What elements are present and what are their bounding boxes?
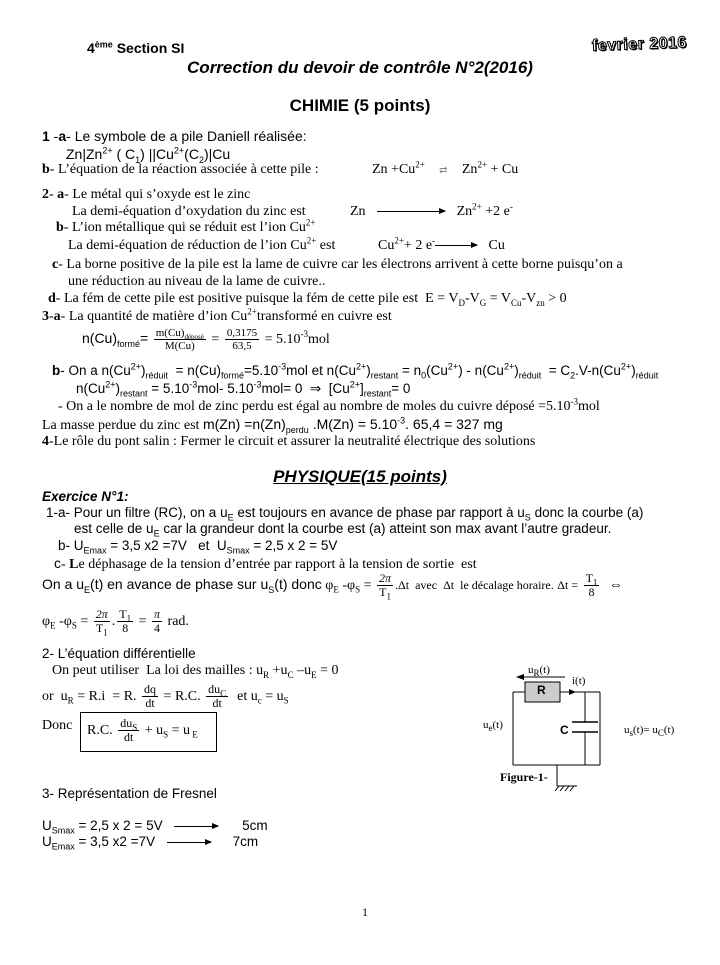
- current-arrow-head: [569, 689, 576, 695]
- p-q1a-line1: 1-a- Pour un filtre (RC), on a $u_E$ est toujours en avance de phase par rapport à $u_S$ donc la courbe (a): [46, 505, 644, 523]
- q2-title: 2- L’équation différentielle: [42, 646, 196, 661]
- page-number: 1: [362, 905, 368, 919]
- q3b-line2: $n(Cu^{2+})_{restant} = 5.10^{-3}mol-$ $5.10^{-3}mol= 0$ ⇒ $[Cu^{2+}]_{restant}= 0$: [76, 379, 411, 399]
- current-label: i(t): [572, 675, 586, 687]
- capacitor-label: C: [560, 723, 569, 737]
- q2a-line: 2- a- Le métal qui s’oxyde est le zinc: [42, 187, 251, 202]
- us-fresnel-line: $U_{Smax} = 2,5$ x 2 = 5V 5cm: [42, 818, 268, 836]
- us-label: $u_s(t)= u_C(t)$: [624, 724, 675, 739]
- q3a-line: 3-a- La quantité de matière d’ion $Cu^{2+}transformé$ en cuivre est: [42, 306, 392, 324]
- q1b-equation: $Zn +Cu^{2+}$ ⇄ $Zn^{2+} + Cu$: [372, 159, 519, 177]
- q2c-line2: une réduction au niveau de la lame de cuivre..: [68, 274, 326, 289]
- q2b-line: b- L’ion métallique qui se réduit est l’ion $Cu^{2+}$: [56, 217, 316, 235]
- q2d-line: d- La fém de cette pile est positive puisque la fém de cette pile est $E = V_D-V_G = V_{Cu}-V_{zn} > 0$: [48, 291, 567, 308]
- q3-title: 3- Représentation de Fresnel: [42, 786, 217, 801]
- q2a-demi: La demi-équation d’oxydation du zinc est: [72, 204, 306, 219]
- q4-line: 4-Le rôle du pont salin : Fermer le circuit et assurer la neutralité électrique des solutions: [42, 434, 536, 449]
- diff-equation-box: R.C. $\frac{du_S}{dt}$ + $u_S = u$ $_E$: [80, 712, 217, 752]
- page-title: Correction du devoir de contrôle N°2(2016): [187, 58, 533, 77]
- q2-mailles: On peut utiliser La loi des mailles : $u_R +u_C$ $-u_E = 0$: [52, 663, 339, 680]
- q2b-equation: $Cu^{2+}+ 2$ e- Cu: [378, 235, 505, 253]
- figure-caption: Figure-1-: [500, 770, 548, 784]
- date-stamp: fevrier 2016: [591, 34, 688, 55]
- q3b-line1: b- On a $n(Cu^{2+})_{réduit} = n(Cu)_{formé}=5.10^{-3}mol$ et $n(Cu^{2+})_{restant} = n_0(Cu^{2+}) - n(Cu^{2+})_{réduit} = C_2.V-n(Cu^{2+})_{réduit}$: [52, 361, 659, 381]
- resistor-label: R: [537, 683, 546, 697]
- ue-label: $u_e(t)$: [483, 719, 503, 734]
- donc-label: Donc: [42, 718, 73, 733]
- chimie-title: CHIMIE (5 points): [289, 96, 431, 115]
- q3a-formula: $n(Cu)_{formé}=$ $\frac{m(Cu)_{déposé}}{M(Cu)}$ = $\frac{0,3175}{63,5}$ = $5.10^{-3}mol$: [82, 327, 330, 353]
- exercice-title: Exercice N°1:: [42, 489, 129, 504]
- p-q1a-line2: est celle de $u_E$ car la grandeur dont la courbe est (a) atteint son max avant l’autre gradeur.: [74, 521, 612, 539]
- grade-label: 4ème Section SI: [87, 39, 185, 56]
- q3d-line: La masse perdue du zinc est $m(Zn) =n(Zn)_{perdu}$ $.M(Zn) = 5.10^{-3}$. 65,4 = 327 mg: [42, 415, 503, 435]
- q1b-line: b- L’équation de la réaction associée à cette pile :: [42, 162, 319, 177]
- ur-label: $u_R(t)$: [528, 664, 550, 679]
- q1a-line: 1 -a- Le symbole de a pile Daniell réalisée:: [42, 128, 307, 144]
- p-q1b-line: b- $U_{Emax} = 3,5$ x2 =7V et $U_{Smax} = 2,5$ x 2 = 5V: [58, 538, 338, 556]
- p-q1c-line: c- Le déphasage de la tension d’entrée par rapport à la tension de sortie est: [54, 555, 477, 572]
- q2-or-line: or $u_R = R.i = R$. $\frac{dq}{dt}$ = R.C. $\frac{du_C}{dt}$ et $u_c = u_S$: [42, 682, 289, 711]
- ue-fresnel-line: $U_{Emax} = 3,5$ x2 =7V 7cm: [42, 834, 259, 852]
- ur-arrow-head: [516, 674, 524, 680]
- q2c-line1: c- La borne positive de la pile est la lame de cuivre car les électrons arrivent à cette borne puisqu’on a: [52, 257, 623, 272]
- phase-result: $\varphi_E$ $-\varphi_S$ = $\frac{2\pi}{T_1}$ . $\frac{T_1}{8}$ = $\frac{\pi}{4}$ rad.: [42, 607, 189, 638]
- q3c-line: - On a le nombre de mol de zinc perdu est égal au nombre de moles du cuivre déposé $=5.10^{-3}mol$: [58, 396, 600, 414]
- q2b-demi: La demi-équation de réduction de l’ion $Cu^{2+}$ est: [68, 235, 336, 253]
- phase-line: On a $u_E(t)$ en avance de phase sur $u_S(t)$ donc $\varphi_E$ $-\varphi_S$ = $\frac{2\pi}{T_1}$ .Δt avec Δt le décalage horaire. Δt = $\frac{T_1}{8}$ ⇔: [42, 571, 623, 602]
- physique-title: PHYSIQUE(15 points): [273, 467, 447, 486]
- q2a-equation: Zn $Zn^{2+} +2$ e-: [350, 201, 513, 219]
- pile-symbol: $Zn|Zn^{2+}$ ( $C_1$) $||Cu^{2+}(C_2)|Cu$: [66, 145, 231, 165]
